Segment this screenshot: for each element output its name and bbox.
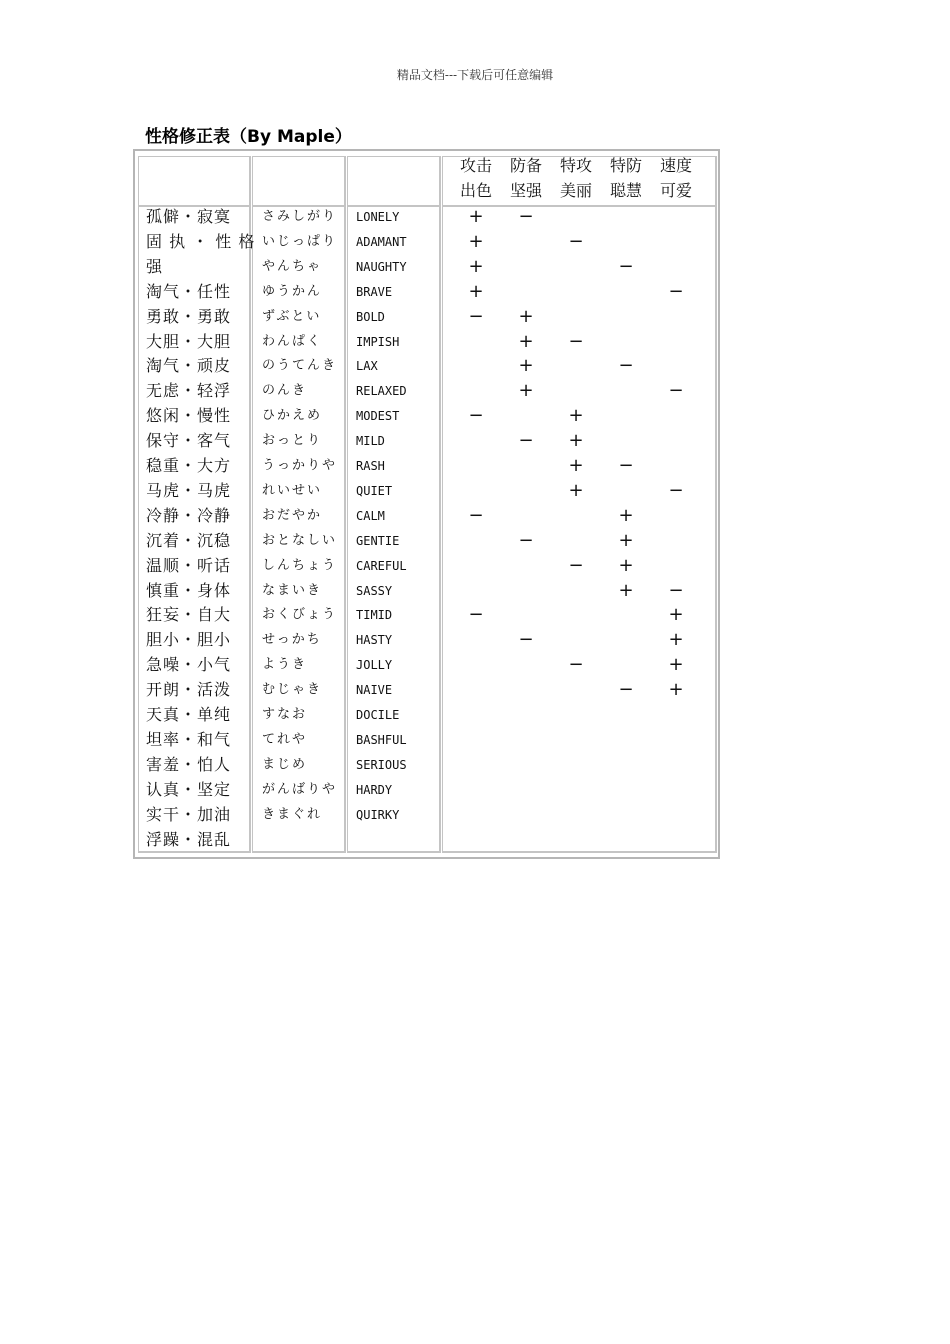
stat-header-line1: 速度 — [659, 156, 692, 175]
kana-name: ずぶとい — [262, 308, 322, 324]
chinese-name: 淘气・顽皮 — [146, 356, 232, 376]
stat-header-line2: 美丽 — [559, 181, 592, 200]
plus-modifier: + — [468, 255, 484, 277]
minus-modifier: − — [518, 529, 534, 551]
minus-modifier: − — [568, 230, 584, 252]
english-name: NAIVE — [356, 683, 393, 698]
minus-modifier: − — [668, 479, 684, 501]
plus-modifier: + — [568, 405, 584, 427]
english-name: RELAXED — [356, 384, 407, 399]
minus-modifier: − — [668, 280, 684, 302]
english-name: JOLLY — [356, 658, 393, 673]
chinese-name: 害羞・怕人 — [146, 754, 232, 774]
chinese-name: 坦率・和气 — [146, 729, 232, 749]
english-name: LONELY — [356, 210, 400, 224]
kana-name: しんちょう — [262, 557, 338, 573]
minus-modifier: − — [568, 654, 584, 676]
english-name: QUIET — [356, 483, 393, 498]
english-name: RASH — [356, 459, 385, 473]
plus-modifier: + — [668, 629, 684, 651]
english-name: CAREFUL — [356, 558, 407, 573]
plus-modifier: + — [618, 504, 634, 526]
minus-modifier: − — [618, 455, 634, 476]
chinese-name: 稳重・大方 — [146, 456, 232, 475]
minus-modifier: − — [518, 629, 534, 651]
english-name: DOCILE — [356, 708, 400, 722]
english-name: IMPISH — [356, 334, 400, 349]
chinese-name: 胆小・胆小 — [146, 630, 232, 650]
chinese-name: 认真・坚定 — [146, 779, 232, 799]
stat-header — [451, 153, 501, 203]
minus-modifier: − — [468, 504, 484, 526]
header-note: 精品文档---下载后可任意编辑 — [396, 68, 554, 82]
english-name: CALM — [356, 508, 385, 523]
plus-modifier: + — [518, 330, 534, 352]
kana-name: ようき — [262, 657, 308, 673]
minus-modifier: − — [618, 355, 634, 377]
chinese-name: 固 执 ・ 性 格 — [146, 231, 256, 251]
stat-header-line2: 聪慧 — [609, 181, 642, 200]
english-name: NAUGHTY — [356, 259, 407, 274]
chinese-name: 慎重・身体 — [146, 580, 232, 600]
chinese-name: 冷静・冷静 — [146, 505, 232, 525]
kana-name: おくびょう — [262, 607, 338, 623]
plus-modifier: + — [468, 230, 484, 252]
kana-name: やんちゃ — [262, 258, 323, 274]
chinese-name: 无虑・轻浮 — [146, 381, 232, 401]
english-name: HARDY — [356, 782, 393, 797]
kana-name: ひかえめ — [262, 408, 323, 424]
plus-modifier: + — [468, 206, 484, 227]
chinese-name: 勇敢・勇敢 — [146, 306, 232, 326]
kana-name: おとなしい — [262, 532, 338, 548]
plus-modifier: + — [568, 430, 584, 452]
document-title: 性格修正表（By Maple） — [145, 127, 352, 147]
plus-modifier: + — [618, 579, 634, 601]
stat-header-line1: 特防 — [609, 156, 642, 175]
kana-name: きまぐれ — [262, 806, 323, 822]
minus-modifier: − — [468, 405, 484, 427]
stat-header — [601, 153, 651, 203]
kana-name: がんばりや — [262, 781, 338, 797]
plus-modifier: + — [618, 554, 634, 576]
plus-modifier: + — [518, 355, 534, 377]
chinese-name: 马虎・马虎 — [146, 480, 232, 500]
english-name: QUIRKY — [356, 807, 400, 822]
kana-name: れいせい — [262, 482, 323, 498]
minus-modifier: − — [668, 579, 684, 601]
plus-modifier: + — [518, 305, 534, 327]
kana-name: てれや — [262, 731, 308, 747]
kana-name: せっかち — [262, 632, 322, 648]
chinese-name: 开朗・活泼 — [146, 680, 232, 700]
english-name: BOLD — [356, 309, 385, 324]
kana-name: おだやか — [262, 507, 323, 523]
stat-header-line1: 特攻 — [559, 156, 592, 175]
plus-modifier: + — [518, 380, 534, 402]
minus-modifier: − — [468, 305, 484, 327]
english-name: BRAVE — [356, 284, 393, 299]
minus-modifier: − — [618, 255, 634, 277]
stat-header-line1: 防备 — [509, 156, 542, 175]
kana-name: さみしがり — [262, 209, 338, 224]
kana-name: いじっぱり — [262, 233, 338, 249]
stat-header-line1: 攻击 — [459, 156, 492, 175]
chinese-name: 保守・客气 — [146, 431, 232, 451]
stat-header — [651, 153, 701, 203]
chinese-name: 淘气・任性 — [146, 281, 232, 301]
minus-modifier: − — [568, 330, 584, 352]
english-name: GENTIE — [356, 533, 400, 548]
minus-modifier: − — [518, 430, 534, 452]
stat-header — [551, 153, 601, 203]
minus-modifier: − — [668, 380, 684, 402]
stat-header-line2: 可爱 — [659, 181, 692, 200]
english-name: SASSY — [356, 583, 393, 598]
english-name: MODEST — [356, 409, 400, 424]
stat-header-line2: 出色 — [459, 181, 492, 200]
chinese-name: 实干・加油 — [146, 804, 232, 824]
english-name: SERIOUS — [356, 757, 407, 772]
kana-name: なまいき — [262, 582, 323, 598]
english-name: MILD — [356, 434, 385, 449]
stat-header-line2: 坚强 — [509, 181, 542, 200]
plus-modifier: + — [668, 679, 684, 701]
stat-header — [501, 153, 551, 203]
kana-name: うっかりや — [262, 458, 338, 473]
plus-modifier: + — [618, 529, 634, 551]
chinese-name: 天真・单纯 — [146, 705, 232, 724]
minus-modifier: − — [518, 206, 534, 227]
english-name: BASHFUL — [356, 732, 407, 747]
kana-name: わんぱく — [262, 333, 323, 349]
minus-modifier: − — [468, 604, 484, 626]
english-name: ADAMANT — [356, 234, 407, 249]
chinese-name: 沉着・沉稳 — [146, 530, 232, 550]
english-name: LAX — [356, 359, 378, 374]
chinese-name: 温顺・听话 — [146, 555, 232, 575]
english-name: TIMID — [356, 608, 393, 623]
minus-modifier: − — [618, 679, 634, 701]
kana-name: のうてんき — [262, 358, 338, 374]
chinese-name: 浮躁・混乱 — [146, 829, 232, 849]
plus-modifier: + — [568, 479, 584, 501]
chinese-name: 狂妄・自大 — [146, 605, 232, 625]
kana-name: おっとり — [262, 433, 323, 449]
plus-modifier: + — [668, 654, 684, 676]
plus-modifier: + — [668, 604, 684, 626]
chinese-name: 强 — [146, 256, 164, 276]
chinese-name: 急噪・小气 — [146, 655, 232, 675]
plus-modifier: + — [468, 280, 484, 302]
kana-name: ゆうかん — [262, 283, 323, 299]
chinese-name: 悠闲・慢性 — [146, 406, 232, 426]
nature-modifier-table — [133, 149, 720, 859]
kana-name: むじゃき — [262, 682, 323, 698]
kana-name: まじめ — [262, 756, 308, 772]
chinese-name: 孤僻・寂寞 — [146, 207, 232, 226]
minus-modifier: − — [568, 554, 584, 576]
kana-name: すなお — [262, 707, 308, 722]
chinese-name: 大胆・大胆 — [146, 331, 232, 351]
english-name: HASTY — [356, 633, 393, 648]
plus-modifier: + — [568, 455, 584, 476]
kana-name: のんき — [262, 383, 308, 399]
